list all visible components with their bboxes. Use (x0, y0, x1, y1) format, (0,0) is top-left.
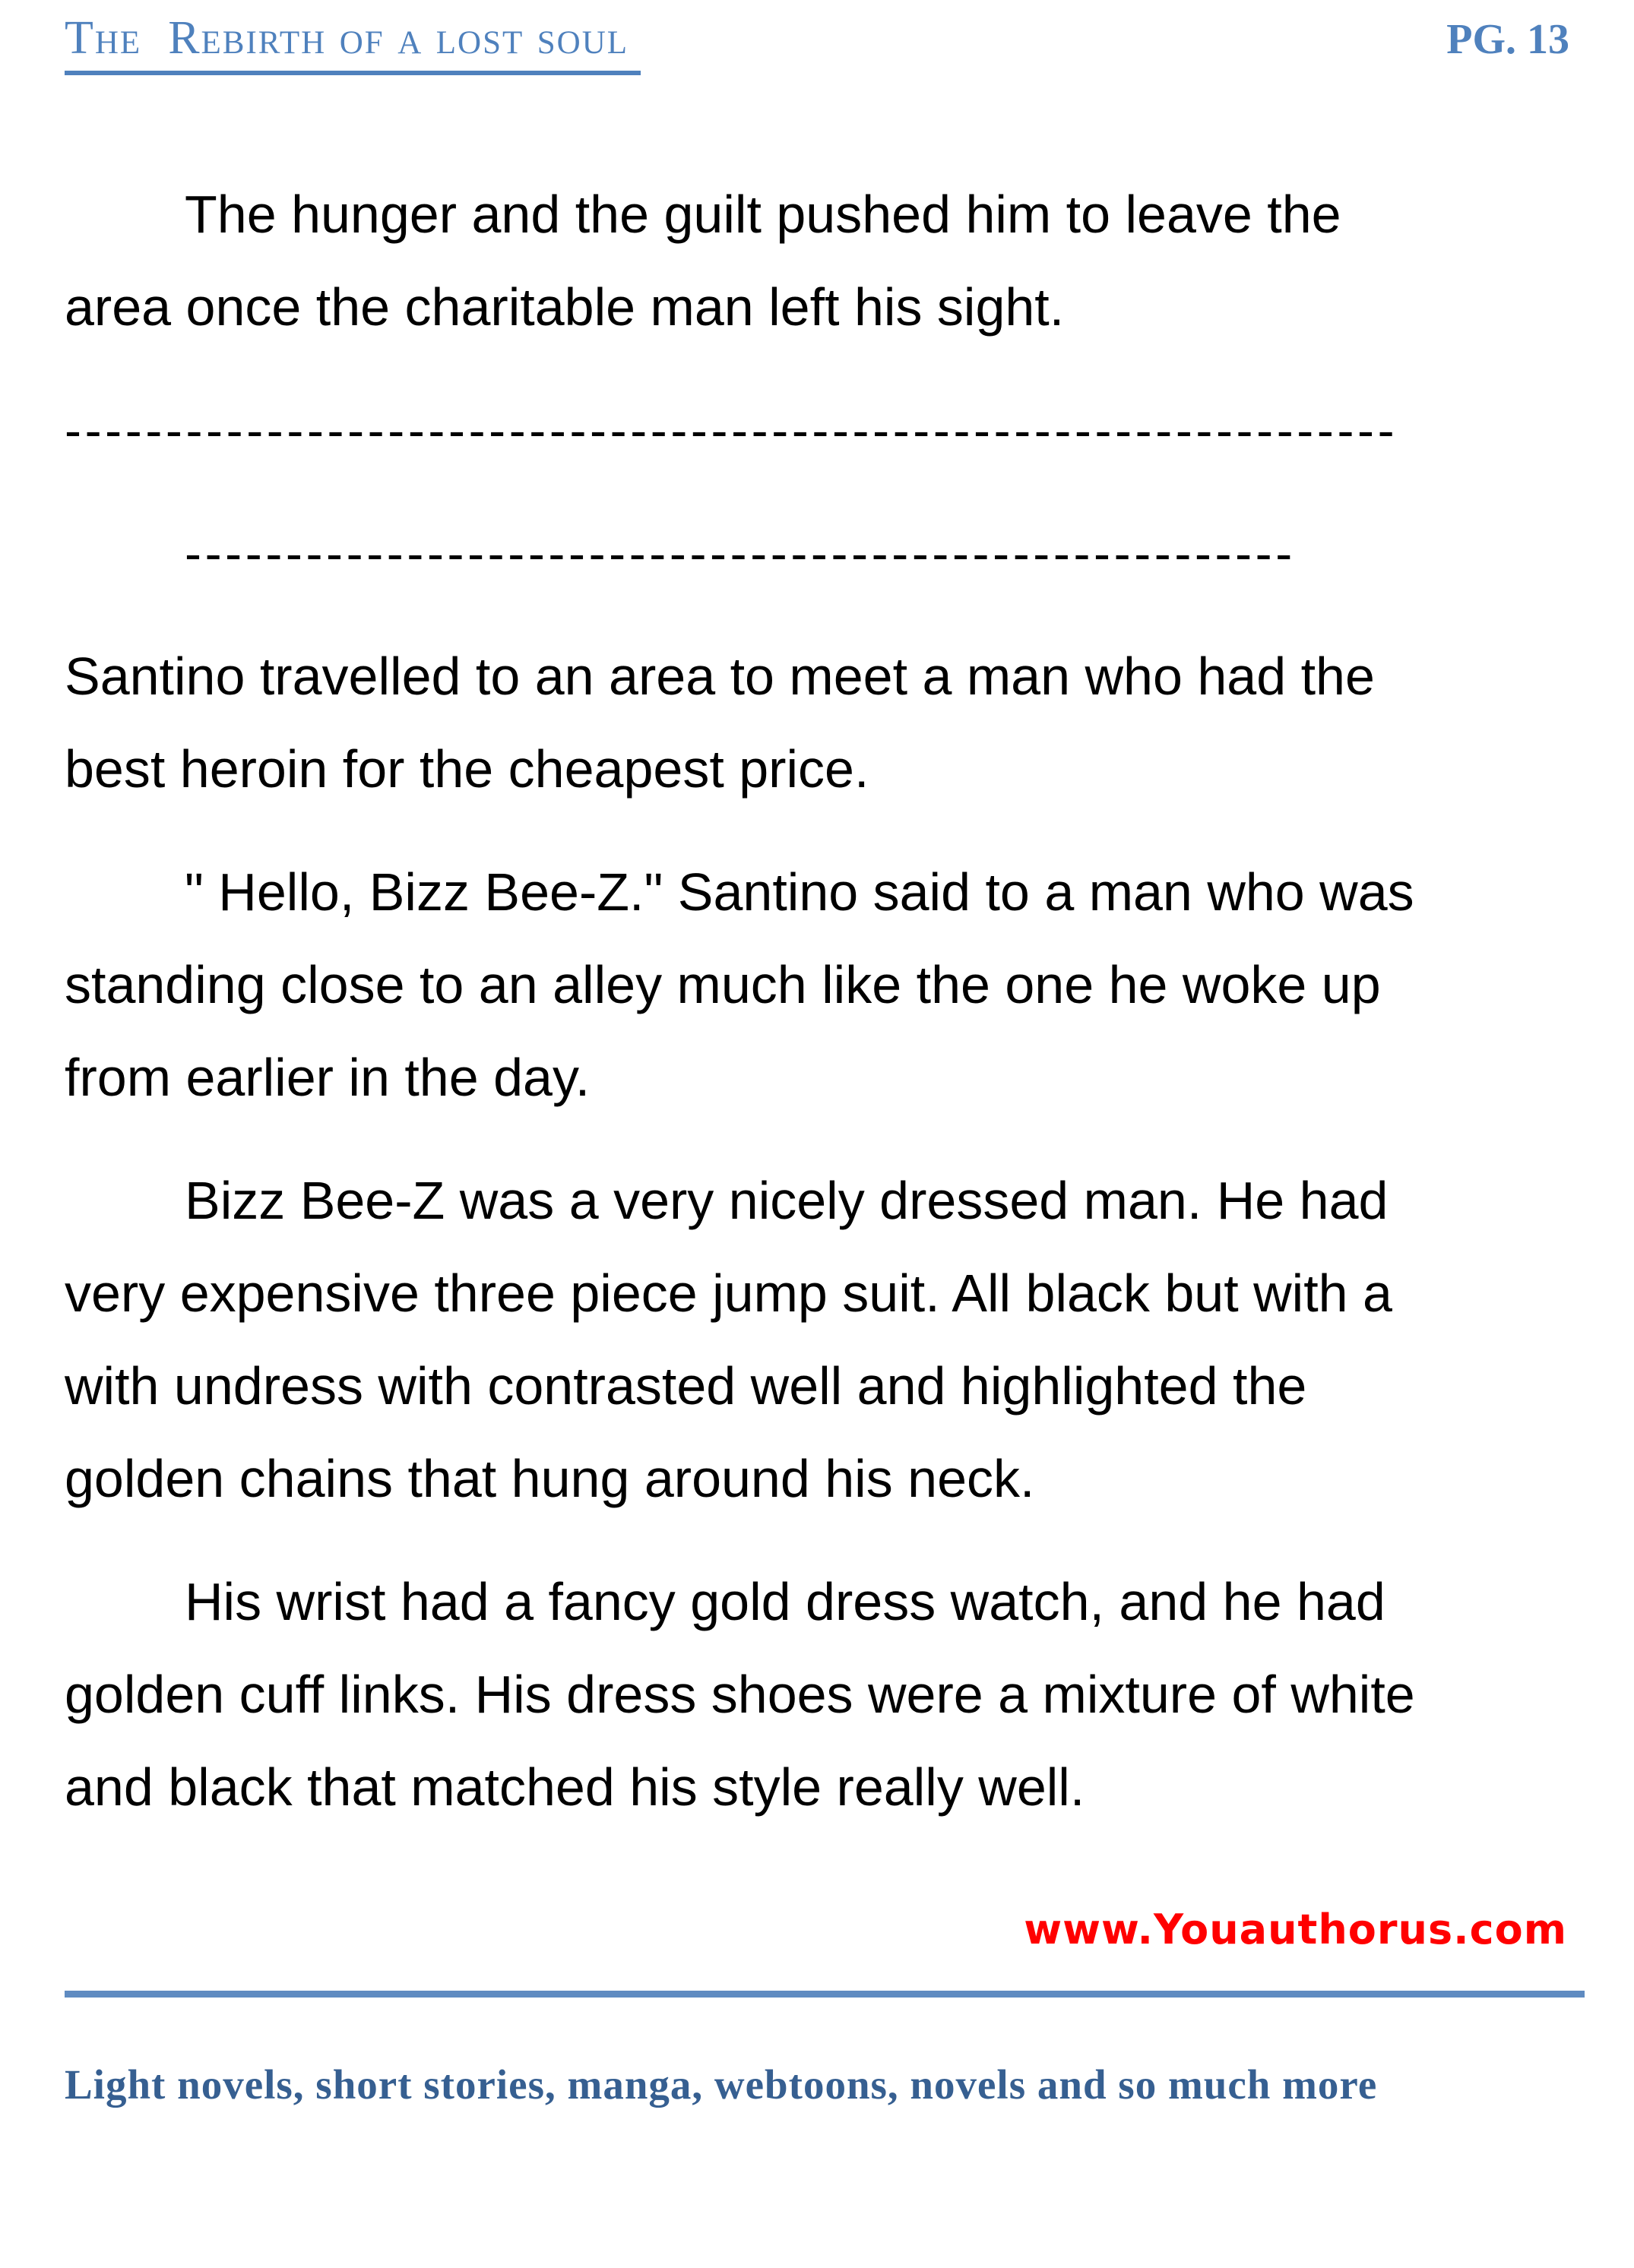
footer-rule (65, 1991, 1585, 1998)
website-url[interactable]: www.Youauthorus.com (1024, 1906, 1567, 1953)
separator-line (65, 507, 1569, 599)
document-title: The Rebirth of a lost soul (65, 11, 641, 75)
text-line: area once the charitable man left his sight. (65, 277, 1065, 337)
text-line: His wrist had a fancy gold dress watch, and he had (185, 1572, 1385, 1631)
page-header (65, 11, 1569, 75)
text-line: golden chains that hung around his neck. (65, 1449, 1035, 1508)
text-line: best heroin for the cheapest price. (65, 739, 869, 799)
footer-tagline: Light novels, short stories, manga, webtoons, novels and so much more (65, 2061, 1378, 2108)
text-line: golden cuff links. His dress shoes were a mixture of white (65, 1665, 1415, 1724)
separator-line (65, 384, 1569, 476)
text-line: The hunger and the guilt pushed him to leave the (185, 185, 1341, 244)
paragraph (65, 846, 1569, 1124)
text-line: " Hello, Bizz Bee-Z." Santino said to a man who was (185, 862, 1414, 922)
text-line: Bizz Bee-Z was a very nicely dressed man. He had (185, 1171, 1389, 1230)
text-line: with undress with contrasted well and highlighted the (65, 1356, 1307, 1416)
paragraph (65, 1154, 1569, 1525)
paragraph (65, 1555, 1569, 1833)
text-line: very expensive three piece jump suit. All black but with a (65, 1264, 1392, 1323)
text-line: from earlier in the day. (65, 1048, 591, 1107)
text-line: Santino travelled to an area to meet a man who had the (65, 647, 1375, 706)
page-number: PG. 13 (1446, 16, 1569, 63)
body-content (65, 168, 1569, 1833)
text-line: and black that matched his style really well. (65, 1757, 1085, 1817)
paragraph (65, 168, 1569, 353)
paragraph (65, 630, 1569, 815)
text-line: ------------------------------------------------------- (185, 525, 1296, 581)
text-line: ------------------------------------------------------------------ (65, 402, 1398, 458)
text-line: standing close to an alley much like the one he woke up (65, 955, 1381, 1014)
